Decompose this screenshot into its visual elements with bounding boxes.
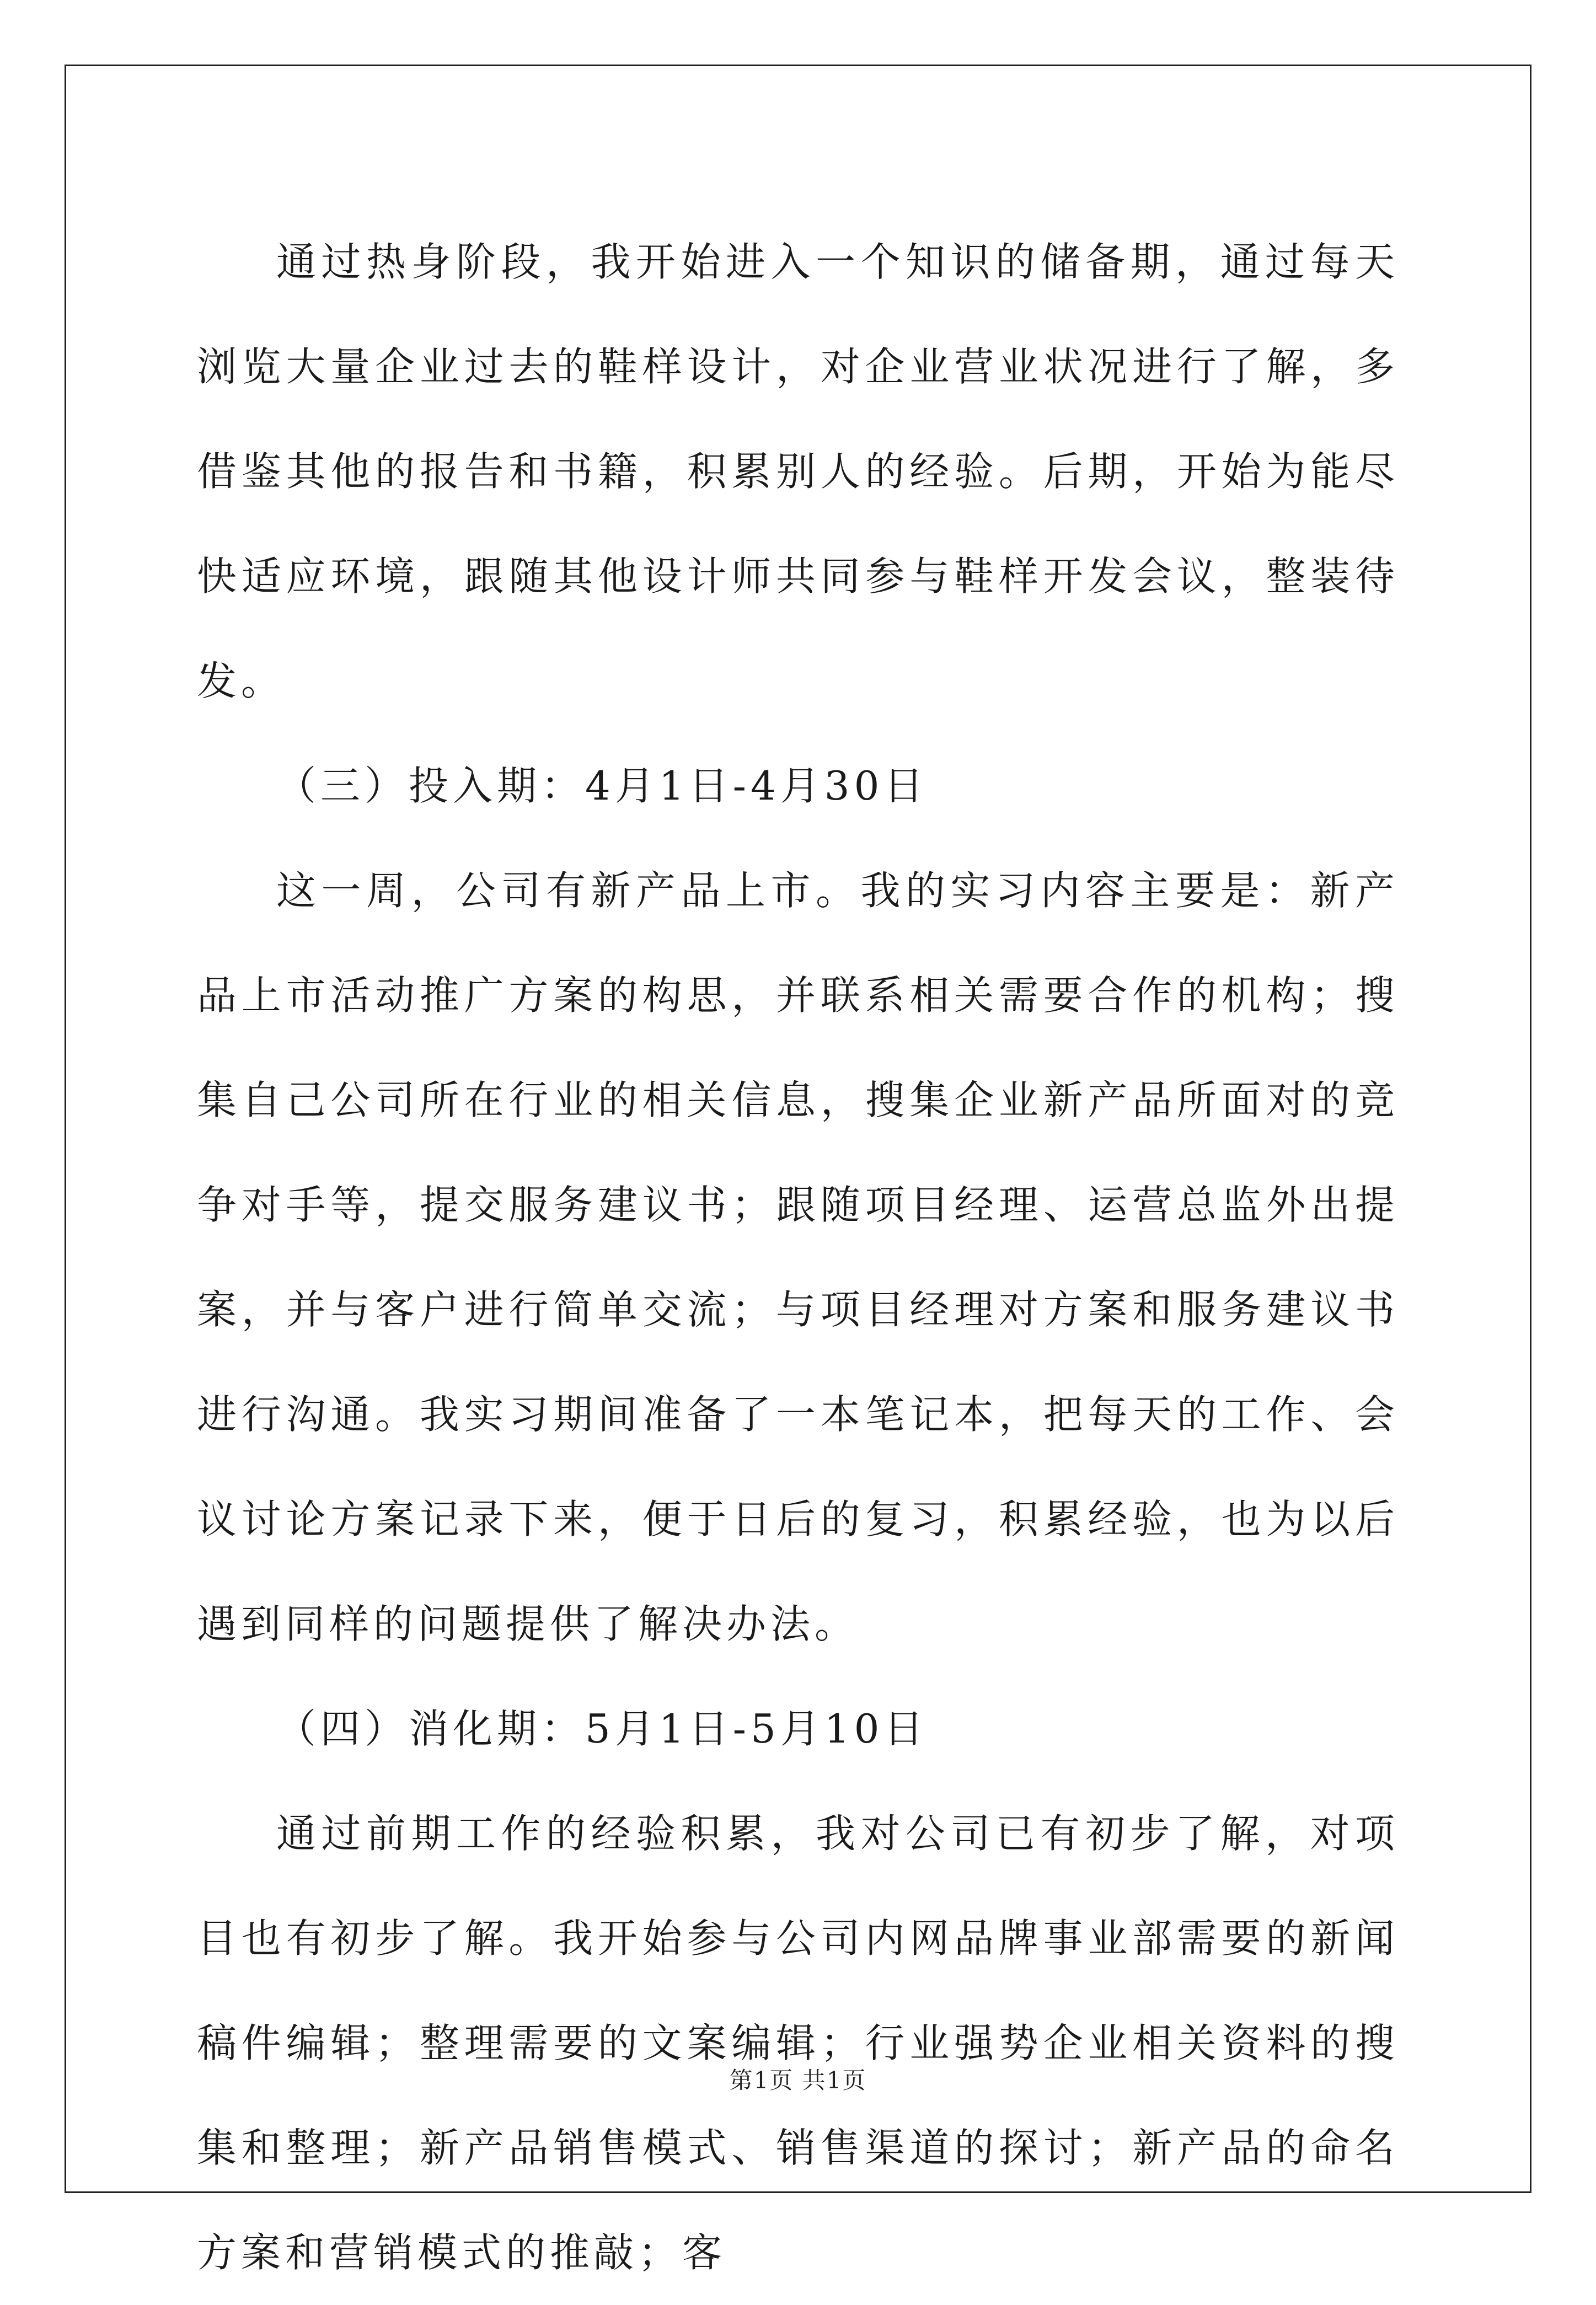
section-heading-investment-period: （三）投入期：4月1日-4月30日 xyxy=(276,763,928,809)
paragraph-warmup: 通过热身阶段，我开始进入一个知识的储备期，通过每天浏览大量企业过去的鞋样设计，对企业营业状况进行了解，多借鉴其他的报告和书籍，积累别人的经验。后期，开始为能尽快适应环境，跟随其他设计师共同参与鞋样开发会议，整装待发。 xyxy=(197,239,1399,704)
section-heading-digestion-period: （四）消化期：5月1日-5月10日 xyxy=(276,1706,928,1752)
page-footer: 第1页 共1页 xyxy=(729,2067,867,2094)
paragraph-investment-period: 这一周，公司有新产品上市。我的实习内容主要是：新产品上市活动推广方案的构思，并联系相关需要合作的机构；搜集自己公司所在行业的相关信息，搜集企业新产品所面对的竞争对手等，提交服务建议书；跟随项目经理、运营总监外出提案，并与客户进行简单交流；与项目经理对方案和服务建议书进行沟通。我实习期间准备了一本笔记本，把每天的工作、会议讨论方案记录下来，便于日后的复习，积累经验，也为以后遇到同样的问题提供了解决办法。 xyxy=(197,867,1399,1647)
paragraph-digestion-period: 通过前期工作的经验积累，我对公司已有初步了解，对项目也有初步了解。我开始参与公司内网品牌事业部需要的新闻稿件编辑；整理需要的文案编辑；行业强势企业相关资料的搜集和整理；新产品销售模式、销售渠道的探讨；新产品的命名方案和营销模式的推敲；客 xyxy=(197,1810,1399,2276)
document-body xyxy=(197,210,1399,2305)
